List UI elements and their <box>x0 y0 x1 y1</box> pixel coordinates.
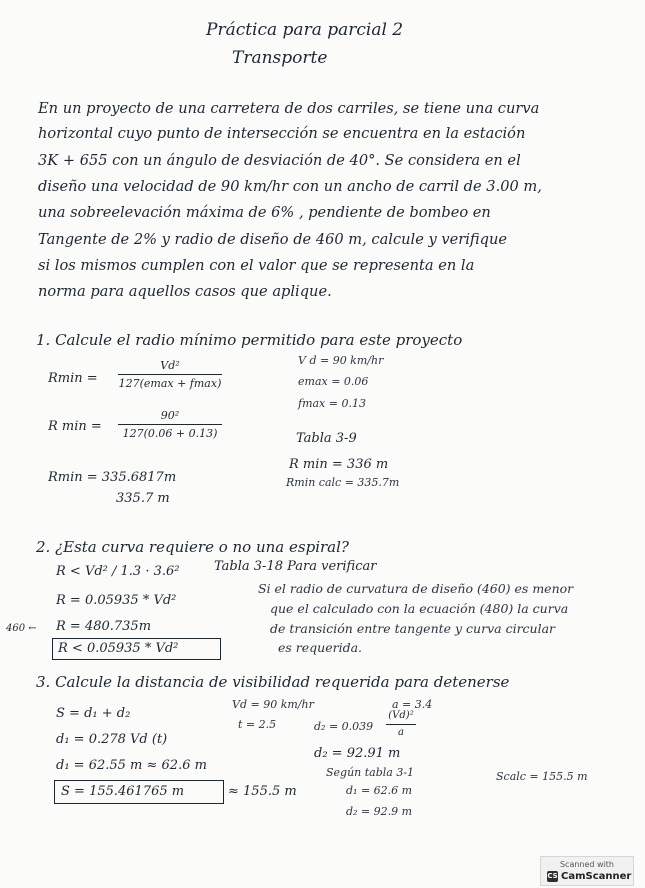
q2-formula: R = 0.05935 * Vd² <box>56 593 177 608</box>
tabla-rcalc: Rmin calc = 335.7m <box>286 476 400 489</box>
rmin-substituted <box>118 410 222 439</box>
rmin-substituted-numerator: 90² <box>160 409 180 422</box>
q3-s-result: S = 155.461765 m <box>61 784 185 799</box>
q2-condition: R < Vd² / 1.3 · 3.6² <box>56 564 180 579</box>
given-value: emax = 0.06 <box>298 375 369 388</box>
intro-line: Tangente de 2% y radio de diseño de 460 m, calcule y verifique <box>38 231 508 248</box>
q2-explanation-line: es requerida. <box>278 640 363 655</box>
rmin-formula-denominator: 127(emax + fmax) <box>118 377 222 390</box>
q3-d2-denominator: a <box>398 727 404 738</box>
q3-d2-value: d₂ = 92.91 m <box>314 746 401 761</box>
q3-s-equation: S = d₁ + d₂ <box>56 706 131 721</box>
q2-tabla-reference: Tabla 3-18 Para verificar <box>214 559 377 574</box>
camscanner-badge <box>540 856 634 886</box>
q3-s-approx: ≈ 155.5 m <box>228 784 297 799</box>
q3-segun-d1: d₁ = 62.6 m <box>346 784 413 797</box>
q3-segun-tabla: Según tabla 3-1 <box>326 766 415 779</box>
q2-explanation-line: de transición entre tangente y curva circular <box>270 621 556 636</box>
scanned-with-label: Scanned with <box>559 860 615 869</box>
intro-line: diseño una velocidad de 90 km/hr con un ancho de carril de 3.00 m, <box>38 178 542 195</box>
rmin-formula <box>118 360 222 389</box>
q3-d2-equation: d₂ = 0.039 <box>314 720 374 733</box>
q3-heading: 3. Calcule la distancia de visibilidad requerida para detenerse <box>36 673 510 691</box>
q3-scalc: Scalc = 155.5 m <box>496 770 588 783</box>
q3-d1-equation: d₁ = 0.278 Vd (t) <box>56 732 168 747</box>
q2-explanation-line: que el calculado con la ecuación (480) la curva <box>270 601 569 616</box>
tabla-reference: Tabla 3-9 <box>296 431 357 446</box>
q3-vd: Vd = 90 km/hr <box>232 698 314 711</box>
q1-heading: 1. Calcule el radio mínimo permitido para este proyecto <box>36 331 463 349</box>
fraction-bar <box>118 424 222 425</box>
rmin-result-rounded: 335.7 m <box>116 491 170 506</box>
q3-boxed-answer <box>54 780 224 804</box>
rmin-substituted-denominator: 127(0.06 + 0.13) <box>122 427 218 440</box>
tabla-rmin: R min = 336 m <box>289 457 389 472</box>
q2-boxed-text: R < 0.05935 * Vd² <box>58 641 179 656</box>
given-value: V d = 90 km/hr <box>298 354 384 367</box>
q3-segun-d2: d₂ = 92.9 m <box>346 805 413 818</box>
q2-margin-note: 460 ← <box>6 623 37 634</box>
intro-line: 3K + 655 con un ángulo de desviación de 40°. Se considera en el <box>38 152 521 169</box>
fraction-bar <box>118 374 222 375</box>
rmin-result: Rmin = 335.6817m <box>48 470 177 485</box>
intro-line: si los mismos cumplen con el valor que se representa en la <box>38 257 475 274</box>
q3-d1-value: d₁ = 62.55 m ≈ 62.6 m <box>56 758 207 773</box>
q2-result: R = 480.735m <box>56 619 152 634</box>
camscanner-logo-icon: CS <box>547 872 558 880</box>
q3-a: a = 3.4 <box>392 698 433 711</box>
rmin-label: Rmin = <box>48 371 98 386</box>
intro-line: horizontal cuyo punto de intersección se encuentra en la estación <box>38 125 526 142</box>
q3-t: t = 2.5 <box>238 718 277 731</box>
camscanner-brand: CamScanner <box>561 871 632 882</box>
q2-explanation-line: Si el radio de curvatura de diseño (460) es menor <box>258 581 574 596</box>
intro-line: una sobreelevación máxima de 6% , pendiente de bombeo en <box>38 204 491 221</box>
q2-boxed-answer <box>52 638 221 660</box>
intro-line: norma para aquellos casos que aplique. <box>38 283 332 300</box>
rmin-formula-numerator: Vd² <box>160 359 180 372</box>
rmin2-label: R min = <box>48 419 102 434</box>
page-title: Práctica para parcial 2 <box>206 20 404 40</box>
q3-d2-fraction <box>386 711 416 738</box>
given-value: fmax = 0.13 <box>298 397 366 410</box>
q3-d2-numerator: (Vd)² <box>388 710 414 721</box>
fraction-bar <box>386 724 416 725</box>
q2-heading: 2. ¿Esta curva requiere o no una espiral? <box>36 538 349 556</box>
intro-line: En un proyecto de una carretera de dos carriles, se tiene una curva <box>38 100 540 117</box>
page-subtitle: Transporte <box>232 48 328 68</box>
